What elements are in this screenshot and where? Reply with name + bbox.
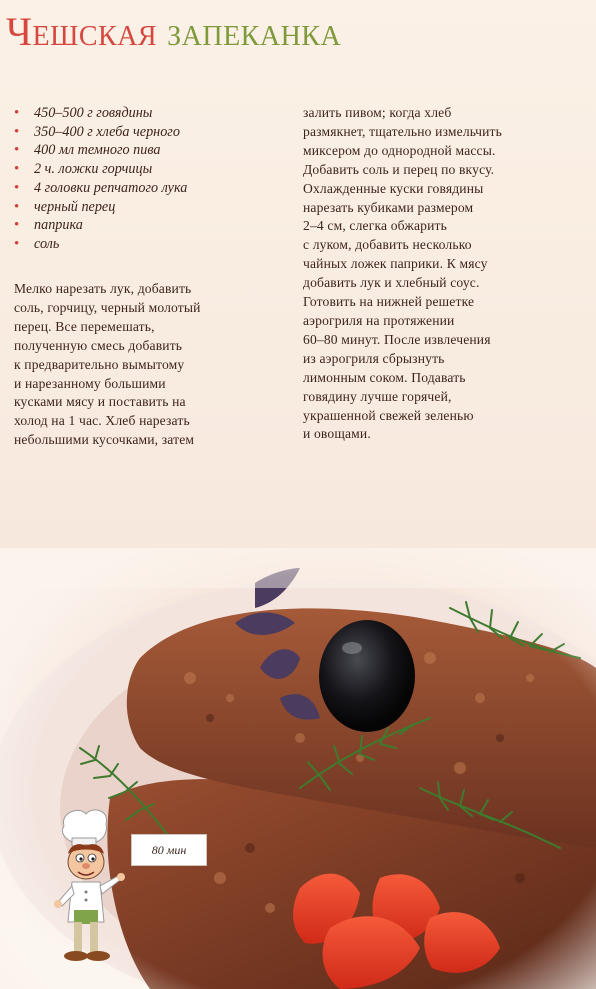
ingredient-item: • 450–500 г говядины <box>14 105 153 121</box>
instructions-right-column: залить пивом; когда хлеб размякнет, тщательно измельчить миксером до однородной массы. Добавить соль и перец по вкусу. Охлажденные куски говядины нарезать кубиками размером 2–4 см, слегка обжарить с луком, добавить несколько чайных ложек паприки. К мясу добавить лук и хлебный соус. Готовить на нижней решетке аэрогриля на протяжении 60–80 минут. После извлечения из аэрогриля сбрызнуть лимонным соком. Подавать говядину лучше горячей, украшенной свежей зеленью и овощами. <box>303 105 502 442</box>
ingredient-item: • 2 ч. ложки горчицы <box>14 161 153 178</box>
ingredient-item: • черный перец <box>14 198 116 215</box>
bullet-icon: • <box>14 235 20 252</box>
instructions-left-column: Мелко нарезать лук, добавить соль, горчицу, черный молотый перец. Все перемешать, полученную смесь добавить к предварительно вымытому и нарезанному большими кусками мясу и поставить на холод на 1 час. Хлеб нарезать небольшими кусочками, затем <box>14 281 201 448</box>
bullet-icon: • <box>14 105 20 121</box>
bullet-icon: • <box>14 198 20 215</box>
title-word-casserole: запеканка <box>167 9 342 54</box>
ingredient-item: • паприка <box>14 217 83 234</box>
bullet-icon: • <box>14 161 20 178</box>
bullet-icon: • <box>14 179 20 196</box>
bullet-icon: • <box>14 217 20 234</box>
bullet-icon: • <box>14 142 20 159</box>
ingredient-item: • 350–400 г хлеба черного <box>14 123 180 140</box>
chef-mascot-icon <box>46 806 146 976</box>
title-word-czech: Чешская <box>6 9 158 54</box>
ingredient-item: • соль <box>14 235 60 252</box>
page-title <box>6 8 341 56</box>
ingredient-item: • 400 мл темного пива <box>14 142 161 159</box>
cooking-time-badge: 80 мин <box>131 834 207 866</box>
ingredient-item: • 4 головки репчатого лука <box>14 179 188 196</box>
bullet-icon: • <box>14 123 20 140</box>
ingredients-list <box>14 104 284 254</box>
